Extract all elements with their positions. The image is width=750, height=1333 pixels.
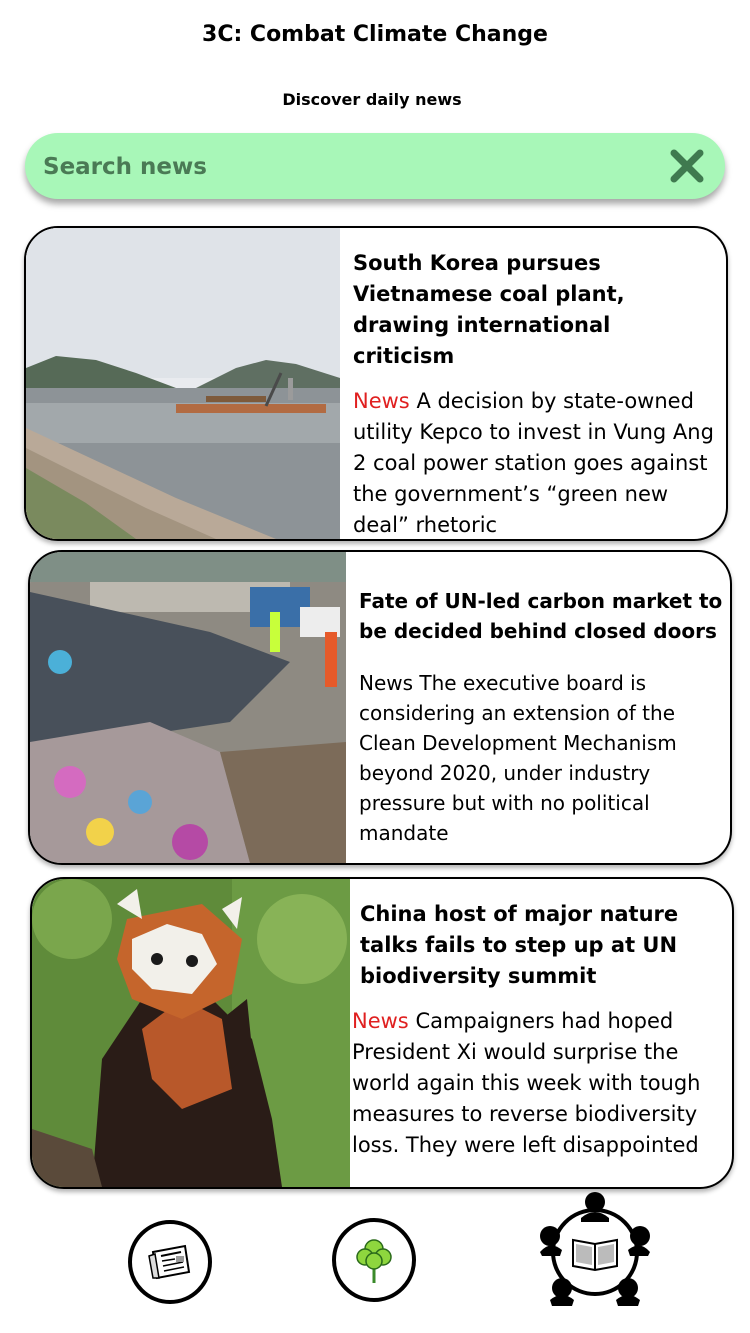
article-summary-text: A decision by state-owned utility Kepco to invest in Vung Ang 2 coal power station goes against the government’s “green new deal” rhetoric [353, 389, 714, 537]
article-image [30, 552, 346, 863]
nav-news-button[interactable] [128, 1220, 212, 1304]
article-title: South Korea pursues Vietnamese coal plant, drawing international criticism [353, 251, 625, 368]
news-card[interactable] [24, 226, 728, 541]
article-title: China host of major nature talks fails to step up at UN biodiversity summit [360, 902, 679, 988]
nav-tree-button[interactable] [332, 1218, 416, 1302]
app-subtitle: Discover daily news [282, 90, 462, 109]
article-tag: News [353, 389, 410, 413]
tree-icon [354, 1235, 394, 1285]
article-summary-text: Campaigners had hoped President Xi would surprise the world again this week with tough measures to reverse biodiversity loss. They were left disappointed [352, 1009, 701, 1157]
community-icon[interactable] [536, 1192, 654, 1310]
article-title: Fate of UN-led carbon market to be decided behind closed doors [359, 589, 723, 643]
article-summary [353, 386, 718, 541]
app-title: 3C: Combat Climate Change [202, 22, 548, 47]
newspaper-icon [145, 1242, 195, 1282]
article-tag: News [352, 1009, 409, 1033]
close-icon[interactable] [669, 148, 705, 184]
article-image [26, 228, 340, 539]
article-tag: News [359, 671, 414, 695]
article-summary-text: The executive board is considering an extension of the Clean Development Mechanism beyond 2020, under industry pressure but with no political mandate [359, 671, 677, 845]
search-bar [25, 133, 725, 199]
news-card[interactable] [28, 550, 732, 865]
article-image [32, 879, 350, 1187]
article-summary [359, 668, 727, 848]
article-summary [352, 1006, 730, 1161]
news-card[interactable] [30, 877, 734, 1189]
search-input[interactable] [41, 146, 645, 188]
